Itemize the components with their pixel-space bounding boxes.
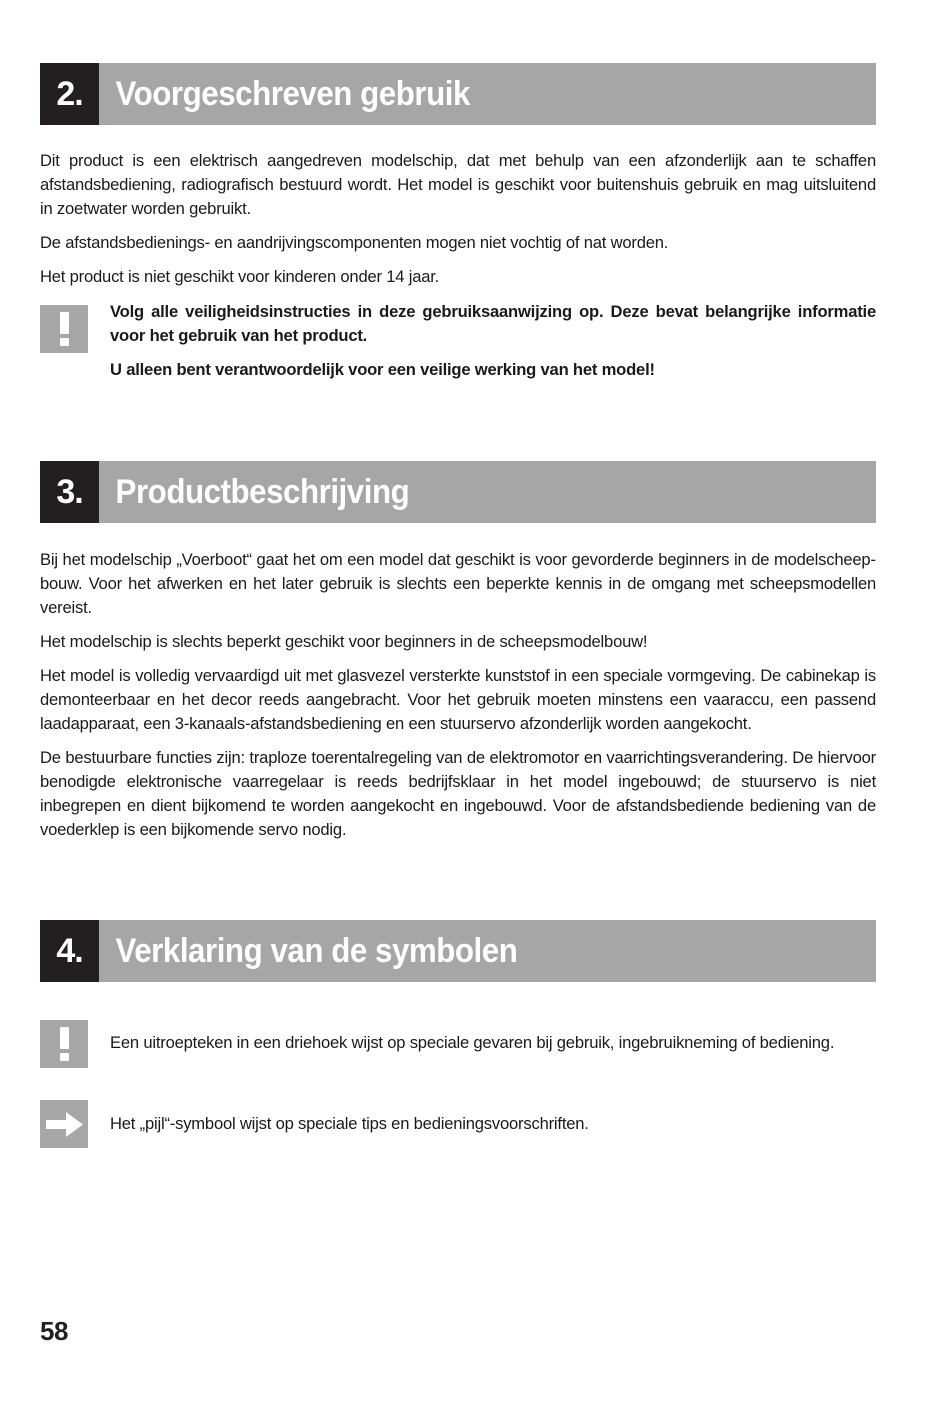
section-header-2 [40,63,876,125]
symbol-description: Een uitroepteken in een driehoek wijst op speciale gevaren bij gebruik, ingebruikneming of bediening. [110,1033,835,1052]
warning-text: U alleen bent verantwoordelijk voor een veilige werking van het model! [110,360,655,379]
exclamation-icon [40,305,88,353]
paragraph: De bestuurbare functies zijn: traploze toerentalregeling van de elektromotor en vaarrichtingsverandering. De hiervoor benodigde elektronische vaarregelaar is reeds bedrijfsklaar in het model ingebouwd; de stuurservo is niet inbegrepen en dient bijkomend te worden aangekocht en ingebouwd. Voor de afstandsbediende bediening van de voederklep is een bijkomende servo nodig. [40,748,876,839]
section-title: Productbeschrijving [115,472,410,511]
symbol-icon-box [40,1100,88,1148]
warning-icon-box [40,305,88,353]
paragraph: Bij het modelschip „Voerboot“ gaat het om een model dat geschikt is voor gevorderde beginners in de modelscheepbouw. Voor het afwerken en het later gebruik is slechts een beperkte kennis in de omgang met scheepsmodellen vereist. [40,550,876,617]
section-title: Verklaring van de symbolen [115,931,518,970]
section-number: 4. [40,920,99,982]
symbol-description: Het „pijl“-symbool wijst op speciale tips en bedieningsvoorschriften. [110,1114,589,1133]
exclamation-icon [40,1020,88,1068]
symbol-icon-box [40,1020,88,1068]
paragraph: De afstandsbedienings- en aandrijvingscomponenten mogen niet vochtig of nat worden. [40,233,669,252]
section-title: Voorgeschreven gebruik [115,74,470,113]
page-number: 58 [40,1316,68,1346]
paragraph: Het modelschip is slechts beperkt geschikt voor beginners in de scheepsmodelbouw! [40,632,648,651]
section-number: 3. [40,461,99,523]
paragraph: Het model is volledig vervaardigd uit met glasvezel versterkte kunststof in een speciale vormgeving. De cabinekap is demonteerbaar en het decor reeds aangebracht. Voor het gebruik moeten minstens een vaaraccu, een passend laadapparaat, een 3-kanaals-afstandsbediening en een stuurservo afzonderlijk worden aangekocht. [40,666,876,733]
warning-text: Volg alle veiligheidsinstructies in deze gebruiksaanwijzing op. Deze bevat belangrijke informatie voor het gebruik van het product. [110,302,876,345]
section-header-4 [40,920,876,982]
section-header-3 [40,461,876,523]
paragraph: Dit product is een elektrisch aangedreven modelschip, dat met behulp van een afzonderlijk aan te schaffen afstandsbediening, radiografisch bestuurd wordt. Het model is geschikt voor buitenshuis gebruik en mag uitsluitend in zoetwater worden gebruikt. [40,151,876,218]
arrow-right-icon [40,1100,88,1148]
section-number: 2. [40,63,99,125]
paragraph: Het product is niet geschikt voor kinderen onder 14 jaar. [40,267,440,286]
